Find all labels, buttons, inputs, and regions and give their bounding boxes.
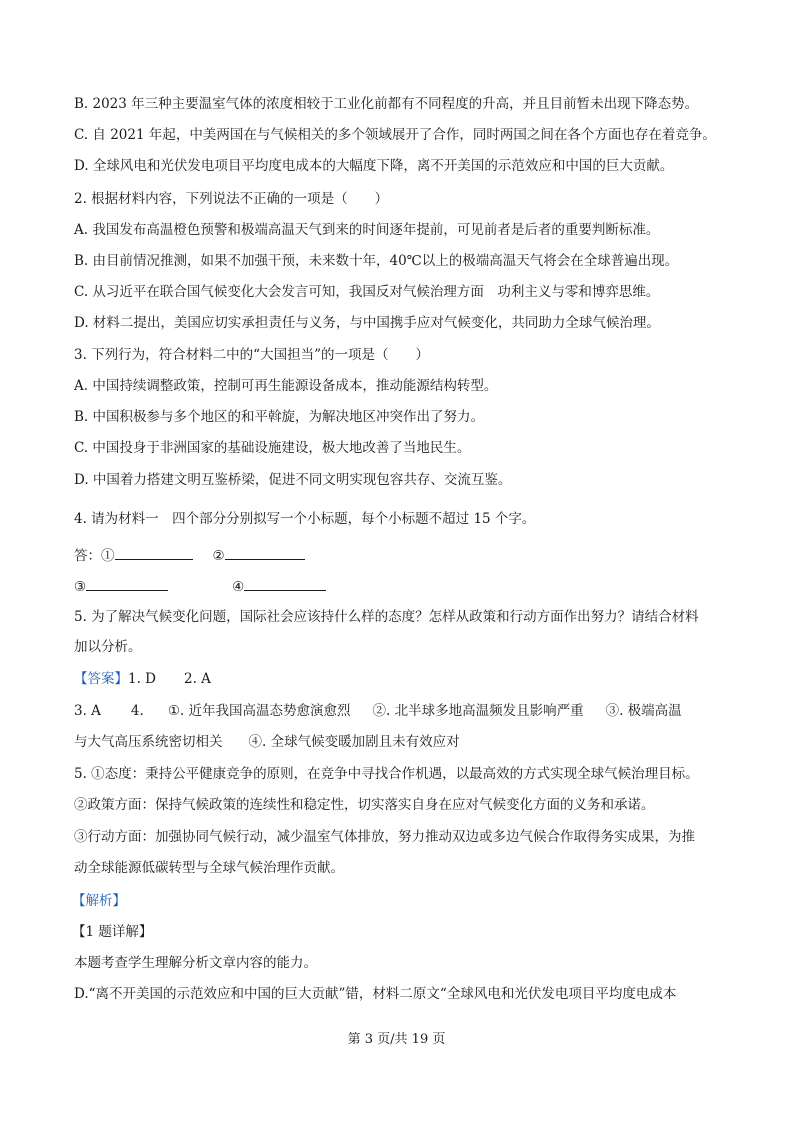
answer-5-action-2: 动全球能源低碳转型与全球气候治理作贡献。 — [74, 860, 344, 876]
analysis-intro: 本题考查学生理解分析文章内容的能力。 — [74, 955, 317, 971]
answer-blanks-row-2 — [74, 576, 733, 596]
option-d-q2: D. 材料二提出，美国应切实承担责任与义务，与中国携手应对气候变化，共同助力全球气候治理。 — [74, 315, 660, 331]
analysis-d: D.“离不开美国的示范效应和中国的巨大贡献”错，材料二原文“全球风电和光伏发电项目平均度电成本 — [74, 986, 677, 1002]
option-c-q1: C. 自 2021 年起，中美两国在与气候相关的多个领域展开了合作，同时两国之间在各个方面也存在着竞争。 — [74, 127, 716, 143]
question-4: 4. 请为材料一 四个部分分别拟写一个小标题，每个小标题不超过 15 个字。 — [74, 511, 536, 527]
answer-2: 2. A — [184, 671, 211, 687]
option-a-q2: A. 我国发布高温橙色预警和极端高温天气到来的时间逐年提前，可见前者是后者的重要判断标准。 — [74, 222, 660, 238]
analysis-tag: 【解析】 — [72, 893, 126, 909]
option-b-q2: B. 由目前情况推测，如果不加强干预，未来数十年，40℃以上的极端高温天气将会在全球普遍出现。 — [74, 253, 679, 269]
answer-5-policy: ②政策方面：保持气候政策的连续性和稳定性，切实落实自身在应对气候变化方面的义务和承诺。 — [74, 797, 655, 813]
answer-4-part-2: ②. 北半球多地高温频发且影响严重 — [372, 703, 584, 719]
option-a-q3: A. 中国持续调整政策，控制可再生能源设备成本，推动能源结构转型。 — [74, 378, 498, 394]
circle-3-label: ③ — [74, 579, 87, 595]
answer-3: 3. A — [74, 703, 101, 719]
option-d-q3: D. 中国着力搭建文明互鉴桥梁，促进不同文明实现包容共存、交流互鉴。 — [74, 472, 512, 488]
answer-1: 1. D — [128, 671, 156, 687]
question-3: 3. 下列行为，符合材料二中的“大国担当”的一项是（ ） — [74, 347, 429, 363]
option-c-q2: C. 从习近平在联合国气候变化大会发言可知，我国反对气候治理方面 功利主义与零和博弈思维。 — [74, 284, 660, 300]
answer-tag: 【答案】 — [74, 671, 128, 687]
answer-4-part-3-cont: 与大气高压系统密切相关 — [74, 734, 223, 750]
answer-row-3 — [74, 733, 733, 751]
answer-row-2 — [74, 702, 733, 720]
option-b-q1: B. 2023 年三种主要温室气体的浓度相较于工业化前都有不同程度的升高，并且目前暂未出现下降态势。 — [74, 96, 699, 112]
circle-2-label: ② — [212, 548, 225, 564]
answer-blank-2[interactable] — [225, 545, 305, 560]
question-2: 2. 根据材料内容，下列说法不正确的一项是（ ） — [74, 191, 389, 207]
option-d-q1: D. 全球风电和光伏发电项目平均度电成本的大幅度下降，离不开美国的示范效应和中国的巨大贡献。 — [74, 158, 674, 174]
answer-4-part-4: ④. 全球气候变暖加剧且未有效应对 — [248, 734, 460, 750]
option-c-q3: C. 中国投身于非洲国家的基础设施建设，极大地改善了当地民生。 — [74, 440, 471, 456]
page-footer: 第 3 页/共 19 页 — [347, 1032, 446, 1047]
detail-tag: 【1 题详解】 — [72, 924, 153, 940]
answer-row — [74, 670, 733, 688]
answer-4-part-1: ①. 近年我国高温态势愈演愈烈 — [167, 703, 351, 719]
answer-blanks-row-1 — [74, 545, 733, 565]
answer-prefix: 答：① — [74, 548, 115, 564]
answer-blank-1[interactable] — [115, 545, 193, 560]
answer-5-action-1: ③行动方面：加强协同气候行动，减少温室气体排放，努力推动双边或多边气候合作取得务实成果，为推 — [74, 829, 695, 845]
answer-blank-4[interactable] — [244, 576, 326, 591]
question-5-line-2: 加以分析。 — [74, 639, 142, 655]
option-b-q3: B. 中国积极参与多个地区的和平斡旋，为解决地区冲突作出了努力。 — [74, 409, 485, 425]
answer-4-label: 4. — [130, 703, 144, 719]
answer-4-part-3: ③. 极端高温 — [605, 703, 682, 719]
answer-5-attitude: 5. ①态度：秉持公平健康竞争的原则，在竞争中寻找合作机遇，以最高效的方式实现全球气候治理目标。 — [74, 766, 699, 782]
question-5-line-1: 5. 为了解决气候变化问题，国际社会应该持什么样的态度？怎样从政策和行动方面作出努力？请结合材料 — [74, 609, 699, 625]
answer-blank-3[interactable] — [86, 576, 168, 591]
circle-4-label: ④ — [232, 579, 245, 595]
